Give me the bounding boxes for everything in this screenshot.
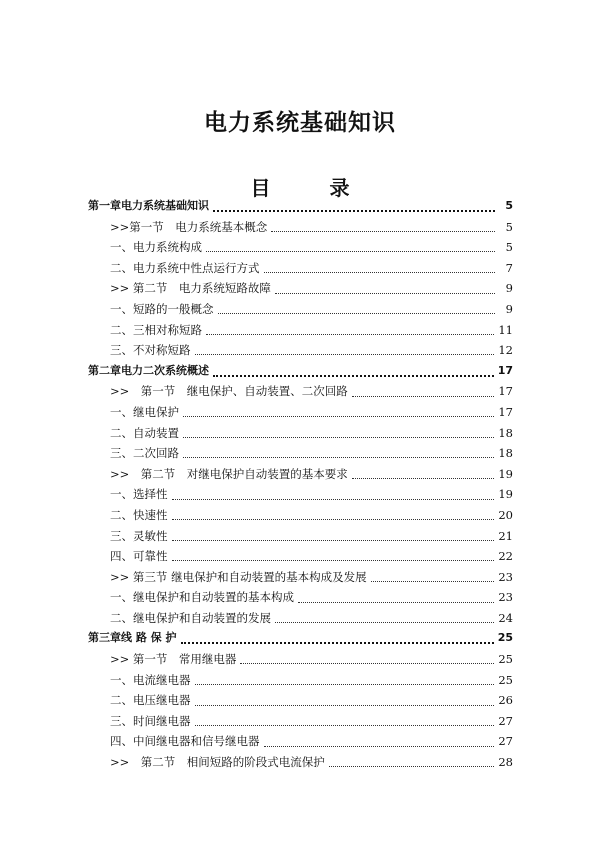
toc-item-row[interactable] xyxy=(88,526,513,547)
dot-leader xyxy=(195,683,495,685)
table-of-contents xyxy=(88,196,513,773)
toc-entry-label: 二、三相对称短路 xyxy=(110,322,202,337)
dot-leader xyxy=(206,333,494,335)
dot-leader xyxy=(172,518,495,520)
toc-item-row[interactable] xyxy=(88,402,513,423)
toc-page-number: 20 xyxy=(498,507,513,522)
dot-leader xyxy=(195,704,495,706)
dot-leader xyxy=(352,395,495,397)
toc-section-row[interactable] xyxy=(88,752,513,773)
toc-item-row[interactable] xyxy=(88,670,513,691)
toc-item-row[interactable] xyxy=(88,690,513,711)
toc-page-number: 24 xyxy=(498,610,513,625)
toc-entry-label: >> 第一节 常用继电器 xyxy=(110,652,237,667)
toc-item-row[interactable] xyxy=(88,546,513,567)
toc-item-row[interactable] xyxy=(88,505,513,526)
toc-entry-label: 三、灵敏性 xyxy=(110,528,168,543)
toc-entry-label: 二、快速性 xyxy=(110,507,168,522)
dot-leader xyxy=(213,374,494,377)
dot-leader xyxy=(183,456,494,458)
toc-item-row[interactable] xyxy=(88,320,513,341)
toc-page-number: 23 xyxy=(498,569,513,584)
toc-page-number: 18 xyxy=(498,446,513,461)
toc-entry-label: >>第一节 电力系统基本概念 xyxy=(110,219,268,234)
toc-page-number: 25 xyxy=(497,631,513,645)
toc-entry-label: 二、继电保护和自动装置的发展 xyxy=(110,610,271,625)
toc-page-number: 17 xyxy=(498,404,513,419)
toc-page-number: 25 xyxy=(498,672,513,687)
toc-section-row[interactable] xyxy=(88,649,513,670)
dot-leader xyxy=(271,230,495,232)
toc-section-row[interactable] xyxy=(88,464,513,485)
toc-heading: 目 录 xyxy=(250,176,376,200)
toc-chapter-row[interactable] xyxy=(88,196,513,217)
dot-leader xyxy=(172,498,495,500)
toc-page-number: 5 xyxy=(505,219,513,234)
toc-entry-label: >> 第一节 继电保护、自动装置、二次回路 xyxy=(110,384,348,399)
toc-entry-label: 一、继电保护和自动装置的基本构成 xyxy=(110,590,294,605)
dot-leader xyxy=(195,353,495,355)
toc-item-row[interactable] xyxy=(88,423,513,444)
toc-entry-label: 二、自动装置 xyxy=(110,425,179,440)
dot-leader xyxy=(213,209,495,212)
toc-page-number: 22 xyxy=(498,549,513,564)
toc-page-number: 7 xyxy=(505,260,513,275)
toc-entry-label: 四、可靠性 xyxy=(110,549,168,564)
dot-leader xyxy=(298,601,494,603)
toc-item-row[interactable] xyxy=(88,299,513,320)
toc-page-number: 5 xyxy=(505,240,513,255)
toc-entry-label: 四、中间继电器和信号继电器 xyxy=(110,734,260,749)
dot-leader xyxy=(329,765,495,767)
toc-chapter-row[interactable] xyxy=(88,361,513,382)
toc-entry-label: 二、电压继电器 xyxy=(110,693,191,708)
toc-page-number: 28 xyxy=(498,755,513,770)
toc-page-number: 5 xyxy=(505,199,513,212)
toc-entry-label: 三、二次回路 xyxy=(110,446,179,461)
dot-leader xyxy=(172,559,495,561)
toc-item-row[interactable] xyxy=(88,237,513,258)
dot-leader xyxy=(275,621,494,623)
toc-item-row[interactable] xyxy=(88,608,513,629)
toc-page-number: 19 xyxy=(498,466,513,481)
toc-section-row[interactable] xyxy=(88,381,513,402)
dot-leader xyxy=(183,415,494,417)
toc-item-row[interactable] xyxy=(88,731,513,752)
dot-leader xyxy=(371,580,495,582)
document-title: 电力系统基础知识 xyxy=(204,110,396,136)
toc-section-row[interactable] xyxy=(88,567,513,588)
toc-section-row[interactable] xyxy=(88,278,513,299)
toc-item-row[interactable] xyxy=(88,711,513,732)
dot-leader xyxy=(218,312,496,314)
toc-entry-label: 第一章电力系统基础知识 xyxy=(88,199,209,212)
toc-entry-label: 三、时间继电器 xyxy=(110,713,191,728)
toc-entry-label: 第三章线 路 保 护 xyxy=(88,631,177,645)
toc-entry-label: 一、短路的一般概念 xyxy=(110,301,214,316)
toc-page-number: 25 xyxy=(498,652,513,667)
dot-leader xyxy=(206,250,495,252)
toc-section-row[interactable] xyxy=(88,217,513,238)
toc-entry-label: 二、电力系统中性点运行方式 xyxy=(110,260,260,275)
toc-item-row[interactable] xyxy=(88,340,513,361)
toc-entry-label: 三、不对称短路 xyxy=(110,343,191,358)
toc-page-number: 23 xyxy=(498,590,513,605)
dot-leader xyxy=(183,436,494,438)
toc-entry-label: >> 第三节 继电保护和自动装置的基本构成及发展 xyxy=(110,569,367,584)
toc-entry-label: >> 第二节 电力系统短路故障 xyxy=(110,281,271,296)
toc-entry-label: 一、继电保护 xyxy=(110,404,179,419)
dot-leader xyxy=(352,477,495,479)
dot-leader xyxy=(240,662,494,664)
toc-page-number: 17 xyxy=(498,384,513,399)
toc-page-number: 27 xyxy=(498,734,513,749)
dot-leader xyxy=(264,745,495,747)
toc-chapter-row[interactable] xyxy=(88,628,513,649)
toc-entry-label: 一、电力系统构成 xyxy=(110,240,202,255)
toc-entry-label: >> 第二节 对继电保护自动装置的基本要求 xyxy=(110,466,348,481)
dot-leader xyxy=(275,292,495,294)
toc-page-number: 9 xyxy=(505,301,513,316)
toc-entry-label: >> 第二节 相间短路的阶段式电流保护 xyxy=(110,755,325,770)
toc-entry-label: 一、电流继电器 xyxy=(110,672,191,687)
toc-page-number: 26 xyxy=(498,693,513,708)
toc-page-number: 27 xyxy=(498,713,513,728)
toc-item-row[interactable] xyxy=(88,258,513,279)
dot-leader xyxy=(264,271,496,273)
toc-page-number: 11 xyxy=(498,322,513,337)
toc-entry-label: 一、选择性 xyxy=(110,487,168,502)
dot-leader xyxy=(195,724,495,726)
toc-page-number: 9 xyxy=(505,281,513,296)
toc-page-number: 18 xyxy=(498,425,513,440)
toc-item-row[interactable] xyxy=(88,587,513,608)
toc-page-number: 17 xyxy=(497,363,513,377)
toc-page-number: 12 xyxy=(498,343,513,358)
toc-item-row[interactable] xyxy=(88,484,513,505)
toc-page-number: 21 xyxy=(498,528,513,543)
toc-entry-label: 第二章电力二次系统概述 xyxy=(88,363,209,377)
toc-page-number: 19 xyxy=(498,487,513,502)
dot-leader xyxy=(172,539,495,541)
toc-item-row[interactable] xyxy=(88,443,513,464)
dot-leader xyxy=(181,641,494,644)
